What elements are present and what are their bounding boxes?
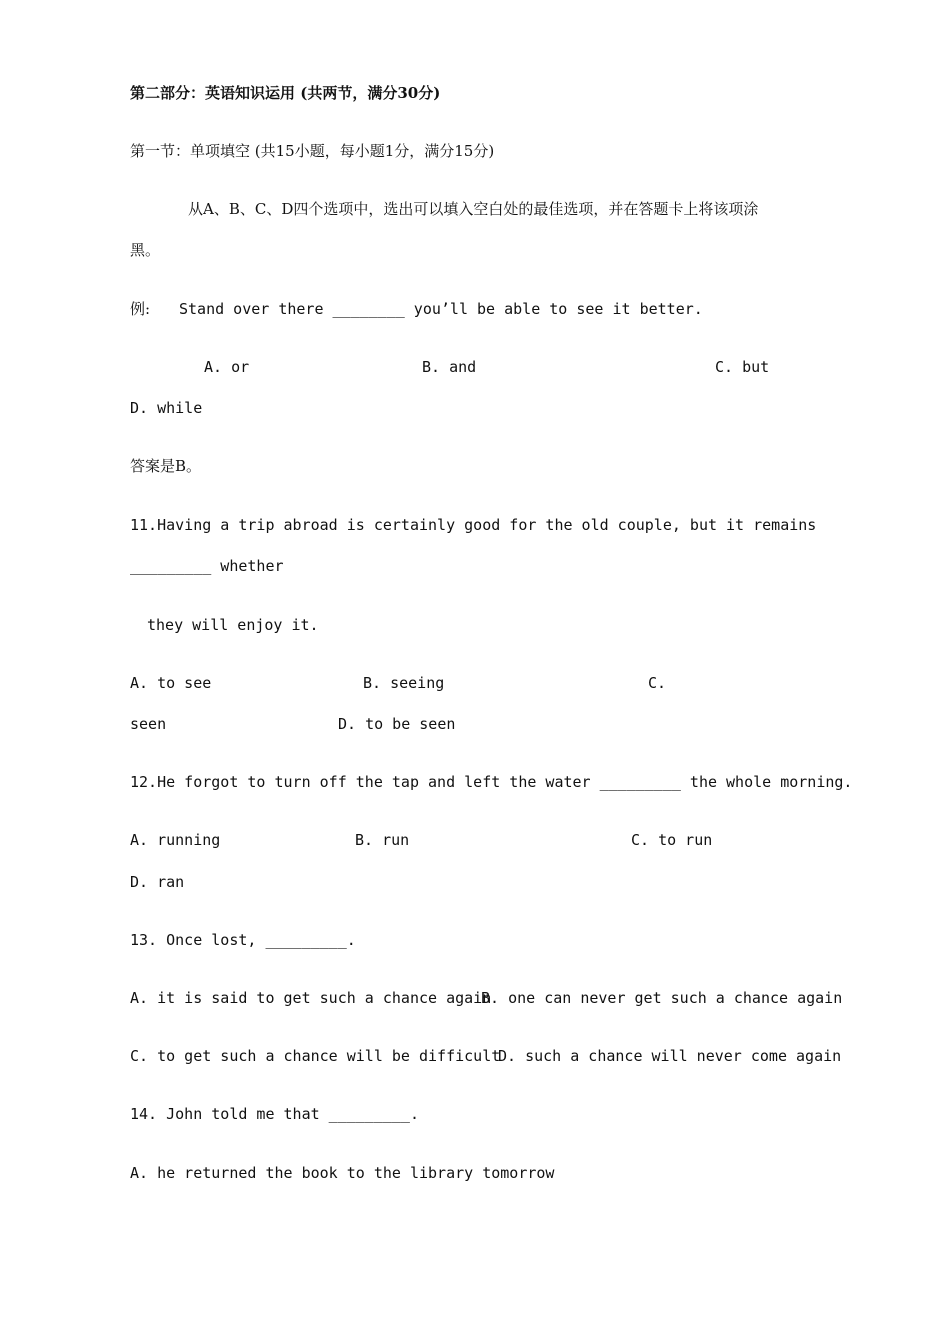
example-answer: 答案是B。 xyxy=(130,457,202,475)
example-option-c: C. but xyxy=(715,358,770,376)
q12-line-1: 12.He forgot to turn off the tap and left the water _________ the whole morning. xyxy=(130,773,853,791)
q11-option-d: D. to be seen xyxy=(338,715,456,733)
q13-option-c: C. to get such a chance will be difficult xyxy=(130,1047,501,1065)
q13-option-d: D. such a chance will never come again xyxy=(498,1047,842,1065)
q11-line-1: 11.Having a trip abroad is certainly good for the old couple, but it remains xyxy=(130,516,817,534)
q12-option-b: B. run xyxy=(355,831,410,849)
part-title: 第二部分：英语知识运用 (共两节，满分30分) xyxy=(130,84,441,102)
q12-option-a: A. running xyxy=(130,831,221,849)
q13-line-1: 13. Once lost, _________. xyxy=(130,931,356,949)
q13-option-b: B. one can never get such a chance again xyxy=(481,989,843,1007)
q12-option-d: D. ran xyxy=(130,873,185,891)
q12-option-c: C. to run xyxy=(631,831,713,849)
q11-option-b: B. seeing xyxy=(363,674,445,692)
section-title: 第一节：单项填空 (共15小题，每小题1分，满分15分) xyxy=(130,142,495,160)
example-label: 例: xyxy=(130,300,151,318)
q13-option-a: A. it is said to get such a chance again xyxy=(130,989,492,1007)
q11-option-a: A. to see xyxy=(130,674,212,692)
example-option-d: D. while xyxy=(130,399,203,417)
q14-option-a: A. he returned the book to the library tomorrow xyxy=(130,1164,555,1182)
example-question: Stand over there ________ you’ll be able to see it better. xyxy=(179,300,703,318)
q11-option-c: C. xyxy=(648,674,667,692)
instruction-line-2: 黑。 xyxy=(130,241,161,259)
q11-line-2: _________ whether xyxy=(130,557,284,575)
instruction-line-1: 从A、B、C、D四个选项中，选出可以填入空白处的最佳选项，并在答题卡上将该项涂 xyxy=(188,200,759,218)
example-option-b: B. and xyxy=(422,358,477,376)
q11-line-3: they will enjoy it. xyxy=(147,616,319,634)
q11-option-c-cont: seen xyxy=(130,715,167,733)
q14-line-1: 14. John told me that _________. xyxy=(130,1105,419,1123)
example-option-a: A. or xyxy=(204,358,250,376)
